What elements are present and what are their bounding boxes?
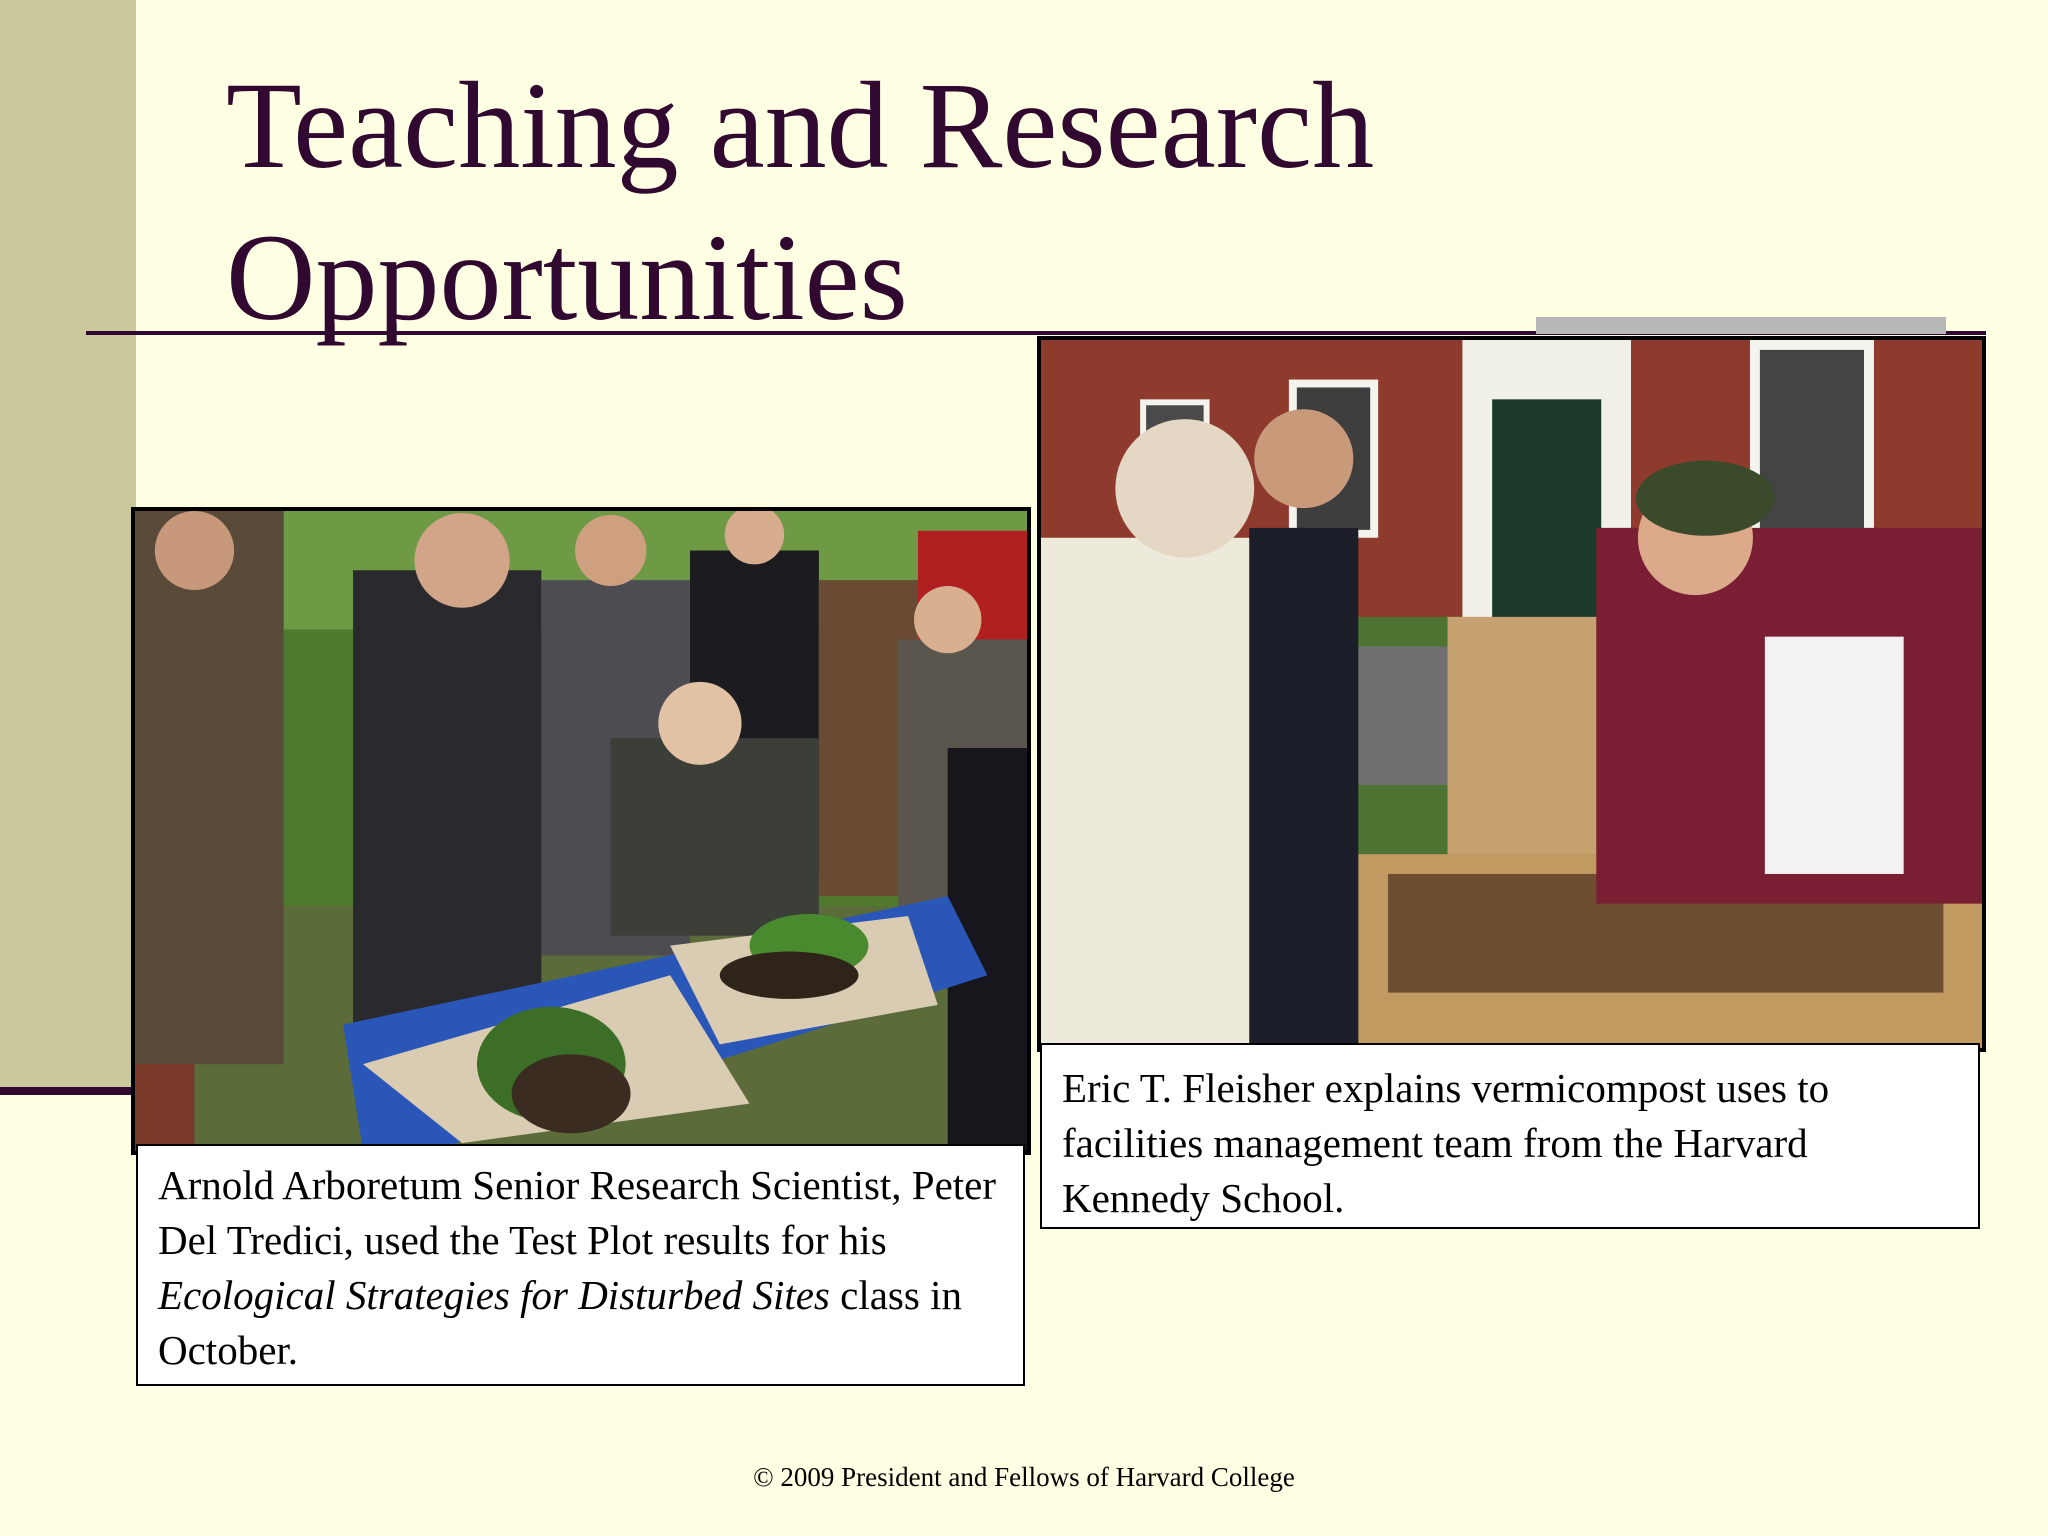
caption-test-plot bbox=[136, 1144, 1025, 1386]
sidebar-accent bbox=[0, 0, 136, 1087]
caption-test-plot-text: Arnold Arboretum Senior Research Scientist, Peter Del Tredici, used the Test Plot results for his bbox=[158, 1162, 997, 1263]
title-line-2: Opportunities bbox=[226, 209, 908, 346]
slide-title bbox=[226, 50, 1726, 354]
copyright-footer: © 2009 President and Fellows of Harvard College bbox=[753, 1462, 1295, 1492]
caption-class-title: Ecological Strategies for Disturbed Sites bbox=[158, 1272, 830, 1318]
photo-test-plot-class bbox=[131, 507, 1031, 1155]
photo-vermicompost-demo bbox=[1037, 336, 1986, 1052]
caption-vermicompost-text: Eric T. Fleisher explains vermicompost uses to facilities management team from the Harvard Kennedy School. bbox=[1062, 1065, 1830, 1221]
photo-test-plot-image bbox=[135, 511, 1027, 1151]
photo-vermicompost-image bbox=[1041, 340, 1982, 1048]
caption-test-plot-end: class in October. bbox=[158, 1272, 962, 1373]
caption-vermicompost bbox=[1040, 1043, 1980, 1229]
sidebar-bottom-rule bbox=[0, 1087, 136, 1095]
title-line-1: Teaching and Research bbox=[226, 57, 1375, 194]
